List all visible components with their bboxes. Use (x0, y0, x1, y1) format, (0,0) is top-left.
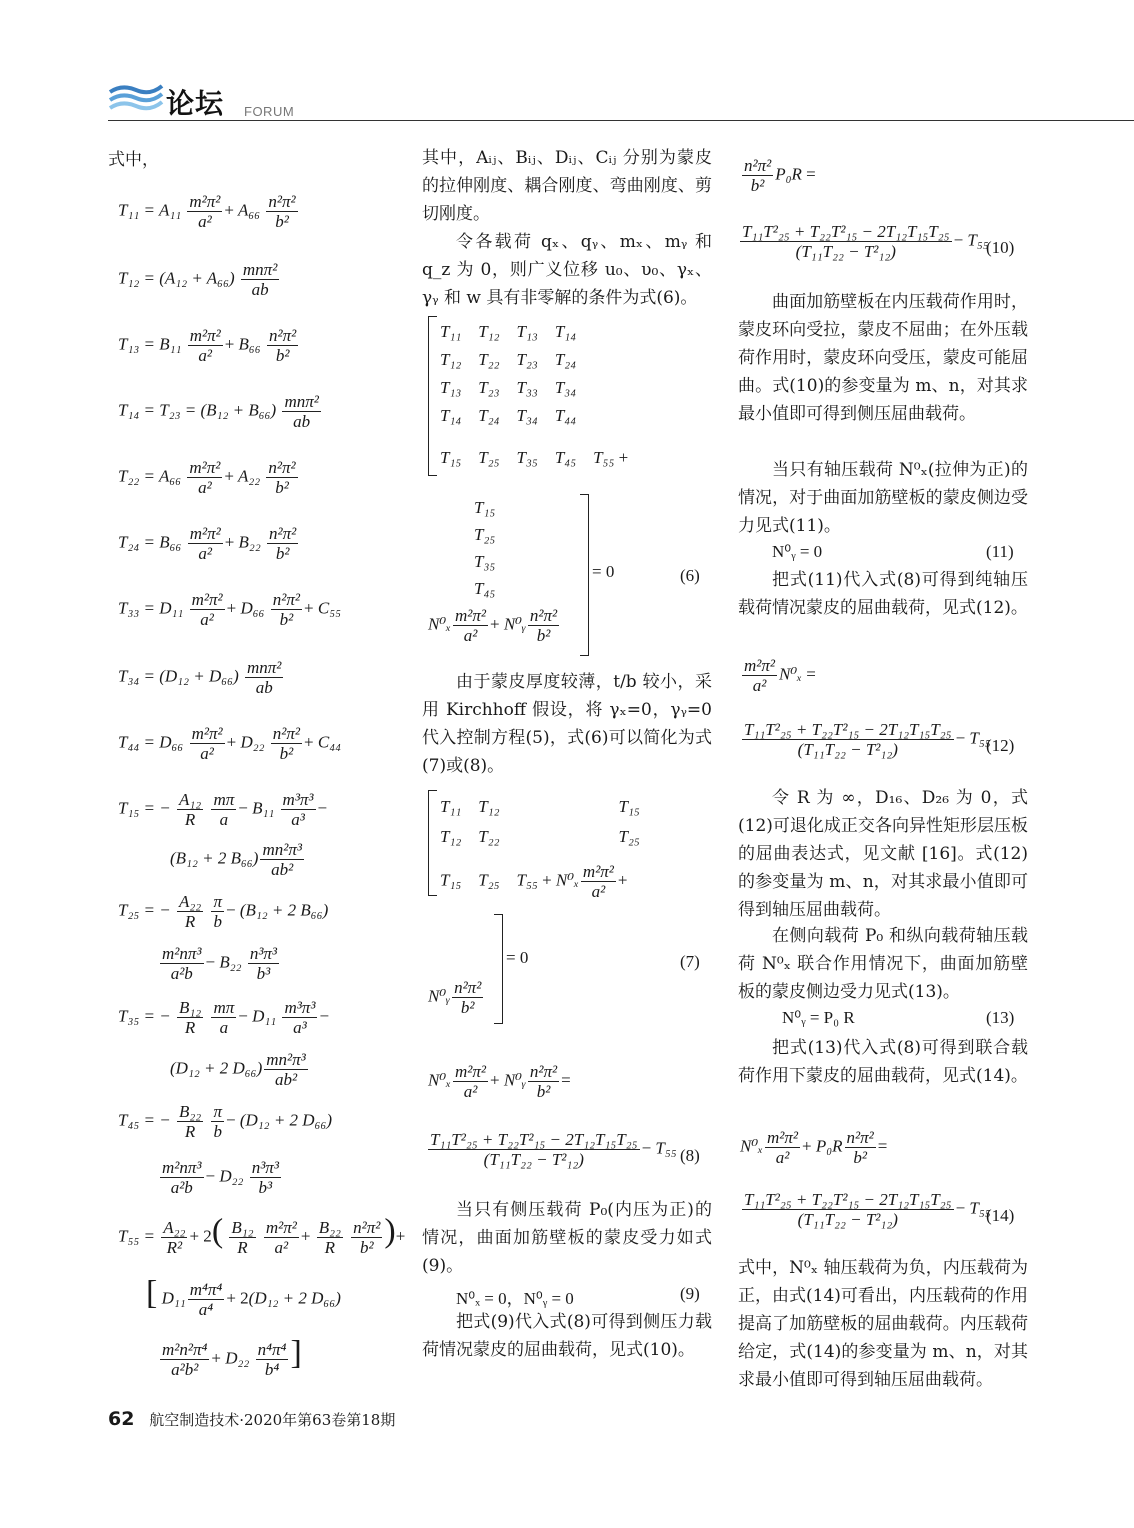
eq-t15-cont: (B₁₂ + 2 B₆₆) $\frac{\text{mn²π³}}{\text{ab²}}$ (170, 840, 302, 879)
eq9-number: (9) (680, 1284, 700, 1303)
eq10-lhs: $\frac{\text{n²π²}}{\text{b²}}$ P₀R = (744, 156, 816, 195)
eq-t15: T₁₅ = − $\frac{\text{A₁₂}}{R}$ $\frac{m\pi}{a}$ − B₁₁ $\frac{\text{m³π³}}{\text{a³}}$ − (118, 790, 328, 829)
eq7-left-bracket (428, 790, 437, 896)
eq-t25-cont: $\frac{\text{m²nπ³}}{\text{a²b}}$ − B₂₂ $\frac{\text{n³π³}}{\text{b³}}$ (162, 944, 278, 983)
eq-t33: T₃₃ = D₁₁ $\frac{\text{m²π²}}{\text{a²}}$ + D₆₆ $\frac{\text{n²π²}}{\text{b²}}$ + C₅₅ (118, 590, 342, 629)
eq6-matrix-col5: T₁₅ T₂₅ T₃₅ T₄₅ (474, 498, 496, 598)
eq7-number: (7) (680, 952, 700, 971)
eq-t44: T₄₄ = D₆₆ $\frac{\text{m²π²}}{\text{a²}}$ + D₂₂ $\frac{\text{n²π²}}{\text{b²}}$ + C₄₄ (118, 724, 342, 763)
eq14-number: (14) (986, 1206, 1015, 1225)
eq12-rhs: $\frac{\text{T₁₁T²₂₅ + T₂₂T²₁₅ − 2T₁₂T₁₅T₂₅}}{\text{(T₁₁T₂₂ − T²₁₂)}}$ − T₅₅ (744, 720, 991, 759)
eq7-right-bracket (494, 914, 503, 1024)
journal-info: 航空制造技术·2020年第63卷第18期 (149, 1411, 396, 1429)
col3-para1: 曲面加筋壁板在内压载荷作用时，蒙皮环向受拉，蒙皮不屈曲；在外压载荷作用时，蒙皮环向受压，蒙皮可能屈曲。式(10)的参变量为 m、n，对其求最小值即可得到侧压屈曲载荷。 (738, 292, 1028, 424)
eq9: N⁰ₓ = 0，N⁰ᵧ = 0 (456, 1289, 574, 1308)
eq6-number: (6) (680, 566, 700, 585)
col3-para5: 在侧向载荷 P₀ 和纵向载荷轴压载荷 N⁰ₓ 联合作用情况下，曲面加筋壁板的蒙皮侧边受力见式(13)。 (738, 926, 1028, 1002)
eq6-matrix-bottom: N⁰ₓ $\frac{\text{m²π²}}{\text{a²}}$ + N⁰ᵧ $\frac{\text{n²π²}}{\text{b²}}$ (428, 606, 558, 645)
col2-para5: 把式(9)代入式(8)可得到侧压力载荷情况蒙皮的屈曲载荷，见式(10)。 (422, 1312, 712, 1360)
eq7-matrix-row3: T₁₅ T₂₅ T₅₅ + N⁰ₓ $\frac{\text{m²π²}}{\text{a²}}$ + (440, 862, 628, 901)
eq-t13: T₁₃ = B₁₁ $\frac{\text{m²π²}}{\text{a²}}$ + B₆₆ $\frac{\text{n²π²}}{\text{b²}}$ (118, 326, 297, 365)
eq12-number: (12) (986, 736, 1015, 755)
col1-intro: 式中， (108, 150, 159, 170)
col3-para7: 式中，N⁰ₓ 轴压载荷为负，内压载荷为正，由式(14)可看出，内压载荷的作用提高了加筋壁板的屈曲载荷。内压载荷给定，式(14)的参变量为 m、n，对其求最小值即可得到轴压屈曲载荷。 (738, 1258, 1028, 1390)
eq-t35-cont: (D₁₂ + 2 D₆₆) $\frac{\text{mn²π³}}{\text{ab²}}$ (170, 1050, 306, 1089)
eq7-matrix-top: T₁₁ T₁₂ T₁₅ T₁₂ T₂₂ T₂₅ (440, 797, 640, 846)
header-rule (108, 120, 1134, 121)
page-header (108, 78, 1134, 128)
col2-para3: 由于蒙皮厚度较薄，t/b 较小，采用 Kirchhoff 假设，将 γₓ=0，γᵧ=0 代入控制方程(5)，式(6)可以简化为式(7)或(8)。 (422, 672, 712, 776)
eq6-equals-zero: = 0 (592, 562, 615, 581)
col3-para2: 当只有轴压载荷 N⁰ₓ(拉伸为正)的情况，对于曲面加筋壁板的蒙皮侧边受力见式(11)。 (738, 460, 1028, 536)
section-subtitle: FORUM (244, 104, 295, 119)
eq11: N⁰ᵧ = 0 (772, 542, 823, 561)
eq6-matrix-top: T₁₁ T₁₂ T₁₃ T₁₄ T₁₂ T₂₂ T₂₃ T₂₄ T₁₃ T₂₃ T₃₃ T₃₄ T₁₄ T₂₄ T₃₄ T₄₄ T₁₅ T₂₅ T₃₅ T₄₅ T₅₅ + (440, 322, 629, 467)
eq8-lhs: N⁰ₓ $\frac{\text{m²π²}}{\text{a²}}$ + N⁰ᵧ $\frac{\text{n²π²}}{\text{b²}}$ = (428, 1062, 571, 1101)
eq7-matrix-bottom: N⁰ᵧ $\frac{\text{n²π²}}{\text{b²}}$ (428, 978, 482, 1017)
col2-para1: 其中，Aᵢⱼ、Bᵢⱼ、Dᵢⱼ、Cᵢⱼ 分别为蒙皮的拉伸刚度、耦合刚度、弯曲刚度、剪切刚度。 (422, 148, 712, 224)
eq13: N⁰ᵧ = P₀ R (782, 1008, 855, 1027)
eq7-equals-zero: = 0 (506, 948, 529, 967)
wave-logo-icon (108, 82, 164, 118)
eq10-rhs: $\frac{\text{T₁₁T²₂₅ + T₂₂T²₁₅ − 2T₁₂T₁₅T₂₅}}{\text{(T₁₁T₂₂ − T²₁₂)}}$ − T₅₅ (742, 222, 989, 261)
eq-t11: T₁₁ = A₁₁ $\frac{\text{m²π²}}{\text{a²}}$ + A₆₆ $\frac{\text{n²π²}}{\text{b²}}$ (118, 192, 296, 231)
eq14-rhs: $\frac{\text{T₁₁T²₂₅ + T₂₂T²₁₅ − 2T₁₂T₁₅T₂₅}}{\text{(T₁₁T₂₂ − T²₁₂)}}$ − T₅₅ (744, 1190, 991, 1229)
eq8-rhs: $\frac{\text{T₁₁T²₂₅ + T₂₂T²₁₅ − 2T₁₂T₁₅T₂₅}}{\text{(T₁₁T₂₂ − T²₁₂)}}$ − T₅₅ (430, 1130, 677, 1169)
eq12-lhs: $\frac{\text{m²π²}}{\text{a²}}$ N⁰ₓ = (744, 656, 816, 695)
eq10-number: (10) (986, 238, 1015, 257)
eq8-number: (8) (680, 1146, 700, 1165)
col2-para4: 当只有侧压载荷 P₀(内压为正)的情况，曲面加筋壁板的蒙皮受力如式(9)。 (422, 1200, 712, 1276)
eq-t25: T₂₅ = − $\frac{\text{A₂₂}}{R}$ $\frac{\pi}{b}$ − (B₁₂ + 2 B₆₆) (118, 892, 329, 931)
eq-t22: T₂₂ = A₆₆ $\frac{\text{m²π²}}{\text{a²}}$ + A₂₂ $\frac{\text{n²π²}}{\text{b²}}$ (118, 458, 296, 497)
page-number: 62 (108, 1408, 135, 1430)
page-footer (108, 1408, 395, 1430)
eq6-right-bracket (580, 494, 589, 656)
col3-para6: 把式(13)代入式(8)可得到联合载荷作用下蒙皮的屈曲载荷，见式(14)。 (738, 1038, 1028, 1086)
eq-t35: T₃₅ = − $\frac{\text{B₁₂}}{R}$ $\frac{m\pi}{a}$ − D₁₁ $\frac{\text{m³π³}}{\text{a³}}$ − (118, 998, 330, 1037)
eq-t45: T₄₅ = − $\frac{\text{B₂₂}}{R}$ $\frac{\pi}{b}$ − (D₁₂ + 2 D₆₆) (118, 1102, 333, 1141)
eq-t55-cont1: [ D₁₁ $\frac{\text{m⁴π⁴}}{\text{a⁴}}$ + 2(D₁₂ + 2 D₆₆) (146, 1274, 341, 1319)
eq-t55-cont2: $\frac{\text{m²n²π⁴}}{\text{a²b²}}$ + D₂₂ $\frac{\text{n⁴π⁴}}{\text{b⁴}}$ ] (162, 1334, 302, 1379)
eq13-number: (13) (986, 1008, 1015, 1027)
eq-t45-cont: $\frac{\text{m²nπ³}}{\text{a²b}}$ − D₂₂ $\frac{\text{n³π³}}{\text{b³}}$ (162, 1158, 279, 1197)
eq-t55: T₅₅ = $\frac{\text{A₂₂}}{\text{R²}}$ + 2( $\frac{\text{B₁₂}}{R}$ $\frac{\text{m²π²}}{\text{a²}}$ + $\frac{\text{B₂₂}}{R}$ $\frac{\text{n²π²}}{\text{b²}}$ )+ (118, 1212, 406, 1257)
eq-t24: T₂₄ = B₆₆ $\frac{\text{m²π²}}{\text{a²}}$ + B₂₂ $\frac{\text{n²π²}}{\text{b²}}$ (118, 524, 297, 563)
col3-para4: 令 R 为 ∞，D₁₆、D₂₆ 为 0，式(12)可退化成正交各向异性矩形层压板的屈曲表达式，见文献 [16]。式(12)的参变量为 m、n，对其求最小值即可得到轴压屈曲载荷。 (738, 788, 1028, 920)
eq-t12: T₁₂ = (A₁₂ + A₆₆) mnπ² ab (118, 260, 278, 299)
eq6-left-bracket (428, 316, 437, 476)
section-title: 论坛 (166, 87, 225, 120)
eq14-lhs: N⁰ₓ $\frac{\text{m²π²}}{\text{a²}}$ + P₀R $\frac{\text{n²π²}}{\text{b²}}$ = (740, 1128, 888, 1167)
col3-para3: 把式(11)代入式(8)可得到纯轴压载荷情况蒙皮的屈曲载荷，见式(12)。 (738, 570, 1028, 618)
eq-t14: T₁₄ = T₂₃ = (B₁₂ + B₆₆) mnπ² ab (118, 392, 319, 431)
eq-t34: T₃₄ = (D₁₂ + D₆₆) mnπ² ab (118, 658, 282, 697)
eq11-number: (11) (986, 542, 1014, 561)
col2-para2: 令各载荷 qₓ、qᵧ、mₓ、mᵧ 和 q_z 为 0，则广义位移 u₀、υ₀、γₓ、γᵧ 和 w 具有非零解的条件为式(6)。 (422, 232, 712, 308)
